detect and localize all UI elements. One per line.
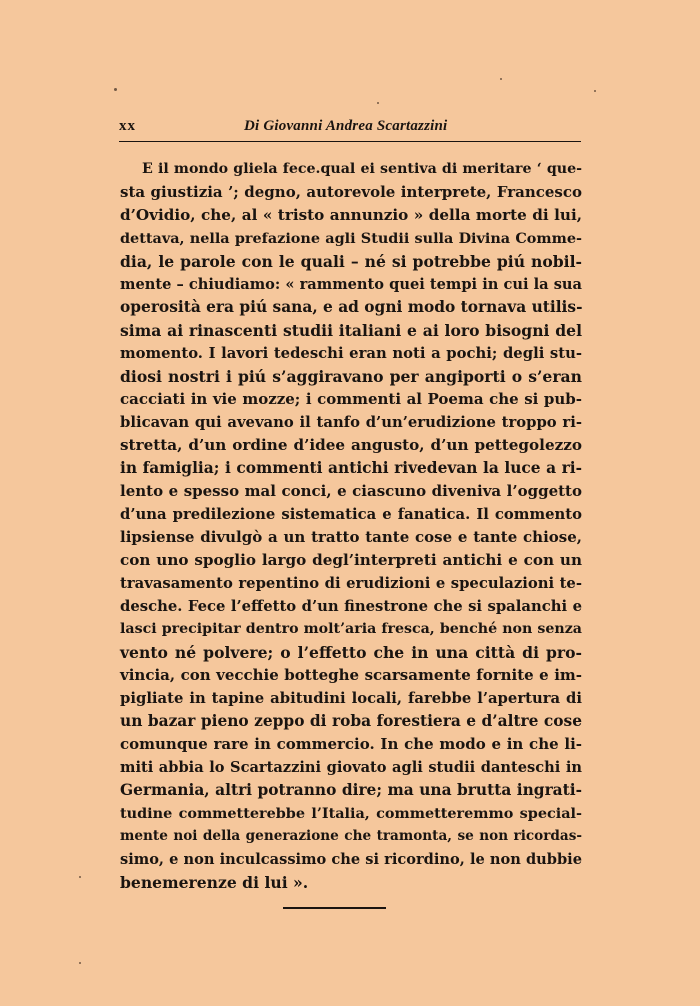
text-line: d’una predilezione sistematica e fanatica. Il commento [120,506,582,523]
text-line: un bazar pieno zeppo di roba forestiera e d’altre cose [120,712,582,730]
end-rule [283,907,386,909]
text-line: momento. I lavori tedeschi eran noti a pochi; degli stu- [120,345,582,362]
text-line: vento né polvere; o l’effetto che in una città di pro- [120,643,582,662]
text-line: con uno spoglio largo degl’interpreti antichi e con un [120,551,582,569]
text-line: miti abbia lo Scartazzini giovato agli studii danteschi in [120,759,582,776]
text-line: Germania, altri potranno dire; ma una brutta ingrati- [120,781,582,799]
running-head [119,118,581,138]
text-line: mente – chiudiamo: « rammento quei tempi in cui la sua [120,276,582,293]
text-line: diosi nostri i piú s’aggiravano per angiporti o s’eran [120,367,582,386]
text-line: vincia, con vecchie botteghe scarsamente fornite e im- [120,666,582,684]
page-speck [594,90,596,92]
text-line: cacciati in vie mozze; i commenti al Poema che si pub- [120,390,582,408]
body-paragraph [120,158,582,894]
text-line: desche. Fece l’effetto d’un finestrone che si spalanchi e [120,598,582,615]
text-line: lento e spesso mal conci, e ciascuno diveniva l’oggetto [120,482,582,500]
text-line: comunque rare in commercio. In che modo e in che li- [120,735,582,753]
page-speck [114,88,117,91]
text-line: sta giustizia ’; degno, autorevole interprete, Francesco [120,183,582,201]
text-line: benemerenze di lui ». [120,873,309,892]
running-head-title: Di Giovanni Andrea Scartazzini [244,118,448,134]
text-line: d’Ovidio, che, al « tristo annunzio » della morte di lui, [120,206,582,224]
page-speck [79,962,81,964]
page-speck [79,876,81,878]
text-line: dettava, nella prefazione agli Studii sulla Divina Comme- [120,230,582,247]
text-line: operosità era piú sana, e ad ogni modo tornava utilis- [120,298,583,316]
text-line: E il mondo gliela fece.qual ei sentiva di meritare ‘ que- [142,161,582,177]
text-line: stretta, d’un ordine d’idee angusto, d’un pettegolezzo [120,436,582,454]
text-line: simo, e non inculcassimo che si ricordino, le non dubbie [120,851,582,868]
header-rule [119,141,581,142]
text-line: tudine commetterebbe l’Italia, commetteremmo special- [120,805,582,822]
text-line: in famiglia; i commenti antichi rivedevan la luce a ri- [120,459,582,477]
text-line: mente noi della generazione che tramonta, se non ricordas- [120,828,582,844]
text-line: lipsiense divulgò a un tratto tante cose e tante chiose, [120,528,582,546]
text-line: dia, le parole con le quali – né si potrebbe piú nobil- [120,252,582,271]
text-line: lasci precipitar dentro molt’aria fresca, benché non senza [120,621,582,637]
page-number: xx [119,118,136,134]
text-line: travasamento repentino di erudizioni e speculazioni te- [120,575,582,592]
text-line: pigliate in tapine abitudini locali, farebbe l’apertura di [120,690,582,707]
page-speck [377,102,379,104]
page-speck [500,78,502,80]
text-line: blicavan qui avevano il tanfo d’un’erudizione troppo ri- [120,414,582,431]
text-line: sima ai rinascenti studii italiani e ai loro bisogni del [120,321,582,340]
